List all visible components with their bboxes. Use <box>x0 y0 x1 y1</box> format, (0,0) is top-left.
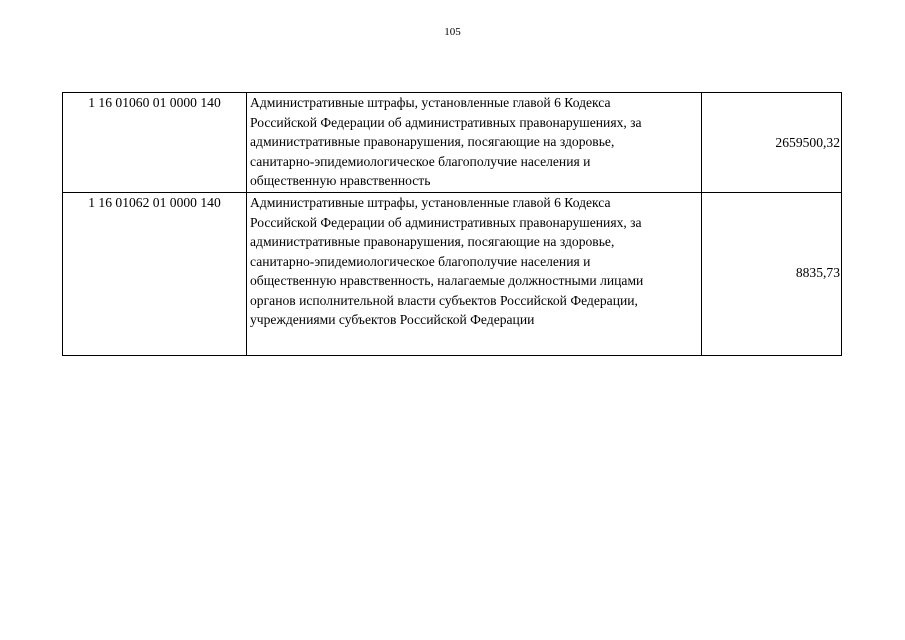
table-row <box>63 93 842 193</box>
budget-code: 1 16 01060 01 0000 140 <box>63 93 247 193</box>
description-line: Административные штрафы, установленные главой 6 Кодекса <box>250 95 611 110</box>
description-line: общественную нравственность, налагаемые должностными лицами <box>250 273 644 288</box>
description-line: административные правонарушения, посягающие на здоровье, <box>250 134 615 149</box>
description-line: органов исполнительной власти субъектов Российской Федерации, <box>250 292 638 308</box>
description-line: Российской Федерации об административных правонарушениях, за <box>250 114 642 130</box>
amount: 2659500,32 <box>702 93 842 193</box>
table-row <box>63 193 842 356</box>
description-line: Административные штрафы, установленные главой 6 Кодекса <box>250 195 611 210</box>
budget-code: 1 16 01062 01 0000 140 <box>63 193 247 356</box>
revenue-table <box>62 92 842 356</box>
description-line: административные правонарушения, посягающие на здоровье, <box>250 234 615 249</box>
description <box>247 93 702 193</box>
description-line: Российской Федерации об административных правонарушениях, за <box>250 214 642 230</box>
description-line: общественную нравственность <box>250 173 431 188</box>
description-line: санитарно-эпидемиологическое благополучие населения и <box>250 153 591 169</box>
description-line: учреждениями субъектов Российской Федерации <box>250 312 535 327</box>
page-number: 105 <box>444 26 461 38</box>
amount: 8835,73 <box>702 193 842 356</box>
description-line: санитарно-эпидемиологическое благополучие населения и <box>250 253 591 269</box>
description <box>247 193 702 356</box>
